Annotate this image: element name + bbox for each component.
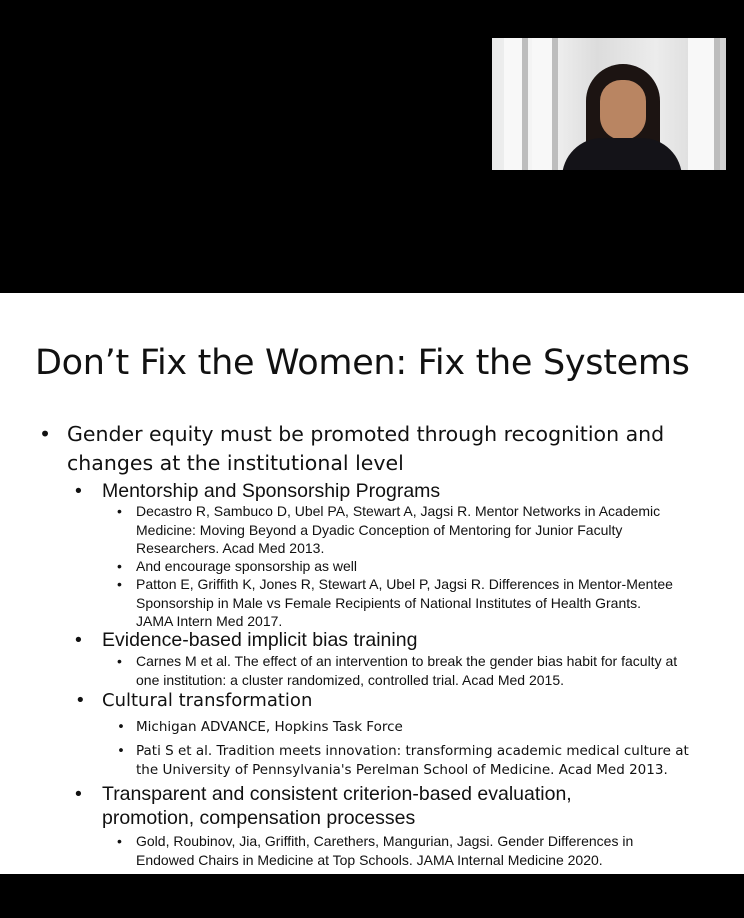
reference-line: Medicine: Moving Beyond a Dyadic Conception of Mentoring for Junior Faculty: [136, 521, 623, 538]
reference-line: Endowed Chairs in Medicine at Top Schools. JAMA Internal Medicine 2020.: [136, 851, 603, 868]
bullet-dot: •: [75, 480, 82, 502]
section-heading-text: Evidence-based implicit bias training: [102, 629, 418, 651]
bullet-dot: •: [39, 422, 52, 446]
section-heading-line: promotion, compensation processes: [102, 807, 416, 829]
reference-line: Gold, Roubinov, Jia, Griffith, Carethers, Mangurian, Jagsi. Gender Differences in: [136, 833, 634, 849]
bullet-dot: •: [117, 719, 125, 735]
reference-line: Decastro R, Sambuco D, Ubel PA, Stewart A, Jagsi R. Mentor Networks in Academic: [136, 503, 661, 519]
bullet-dot: •: [117, 653, 122, 669]
video-window-pane: [688, 38, 720, 170]
video-window-pane: [504, 38, 528, 170]
bullet-dot: •: [117, 503, 122, 519]
bullet-dot: •: [117, 833, 122, 849]
bullet-dot: •: [75, 783, 82, 805]
section-heading-text: Cultural transformation: [102, 690, 313, 711]
reference-line: And encourage sponsorship as well: [136, 558, 358, 574]
main-bullet-line: Gender equity must be promoted through recognition and: [67, 422, 665, 446]
bullet-dot: •: [117, 558, 122, 574]
video-window-pane: [532, 38, 558, 170]
bullet-dot: •: [117, 576, 122, 592]
bullet-dot: •: [75, 629, 82, 651]
bullet-dot: •: [117, 743, 125, 759]
reference-line: Pati S et al. Tradition meets innovation: transforming academic medical culture at: [136, 743, 689, 759]
presentation-slide: [0, 293, 744, 874]
bottom-black-band: [0, 874, 744, 918]
reference-line: Patton E, Griffith K, Jones R, Stewart A, Ubel P, Jagsi R. Differences in Mentor-Mentee: [136, 576, 673, 592]
slide-title: Don’t Fix the Women: Fix the Systems: [35, 343, 690, 383]
reference-line: Michigan ADVANCE, Hopkins Task Force: [136, 719, 403, 735]
reference-line: JAMA Intern Med 2017.: [136, 613, 283, 629]
top-black-band: [0, 0, 744, 293]
reference-line: Researchers. Acad Med 2013.: [136, 540, 325, 556]
bullet-dot: •: [75, 690, 86, 711]
presenter-face: [600, 80, 646, 140]
participant-video-thumbnail[interactable]: [492, 38, 726, 170]
main-bullet-text: [67, 420, 707, 478]
main-bullet-line: changes at the institutional level: [67, 451, 404, 475]
reference-line: Carnes M et al. The effect of an intervention to break the gender bias habit for faculty at: [136, 653, 678, 669]
reference-line: the University of Pennsylvania's Perelman School of Medicine. Acad Med 2013.: [136, 761, 668, 778]
reference-line: one institution: a cluster randomized, controlled trial. Acad Med 2015.: [136, 671, 565, 688]
reference-line: Sponsorship in Male vs Female Recipients of National Institutes of Health Grants.: [136, 594, 642, 611]
section-heading-text: Mentorship and Sponsorship Programs: [102, 480, 441, 502]
section-heading-line: Transparent and consistent criterion-based evaluation,: [102, 783, 572, 805]
